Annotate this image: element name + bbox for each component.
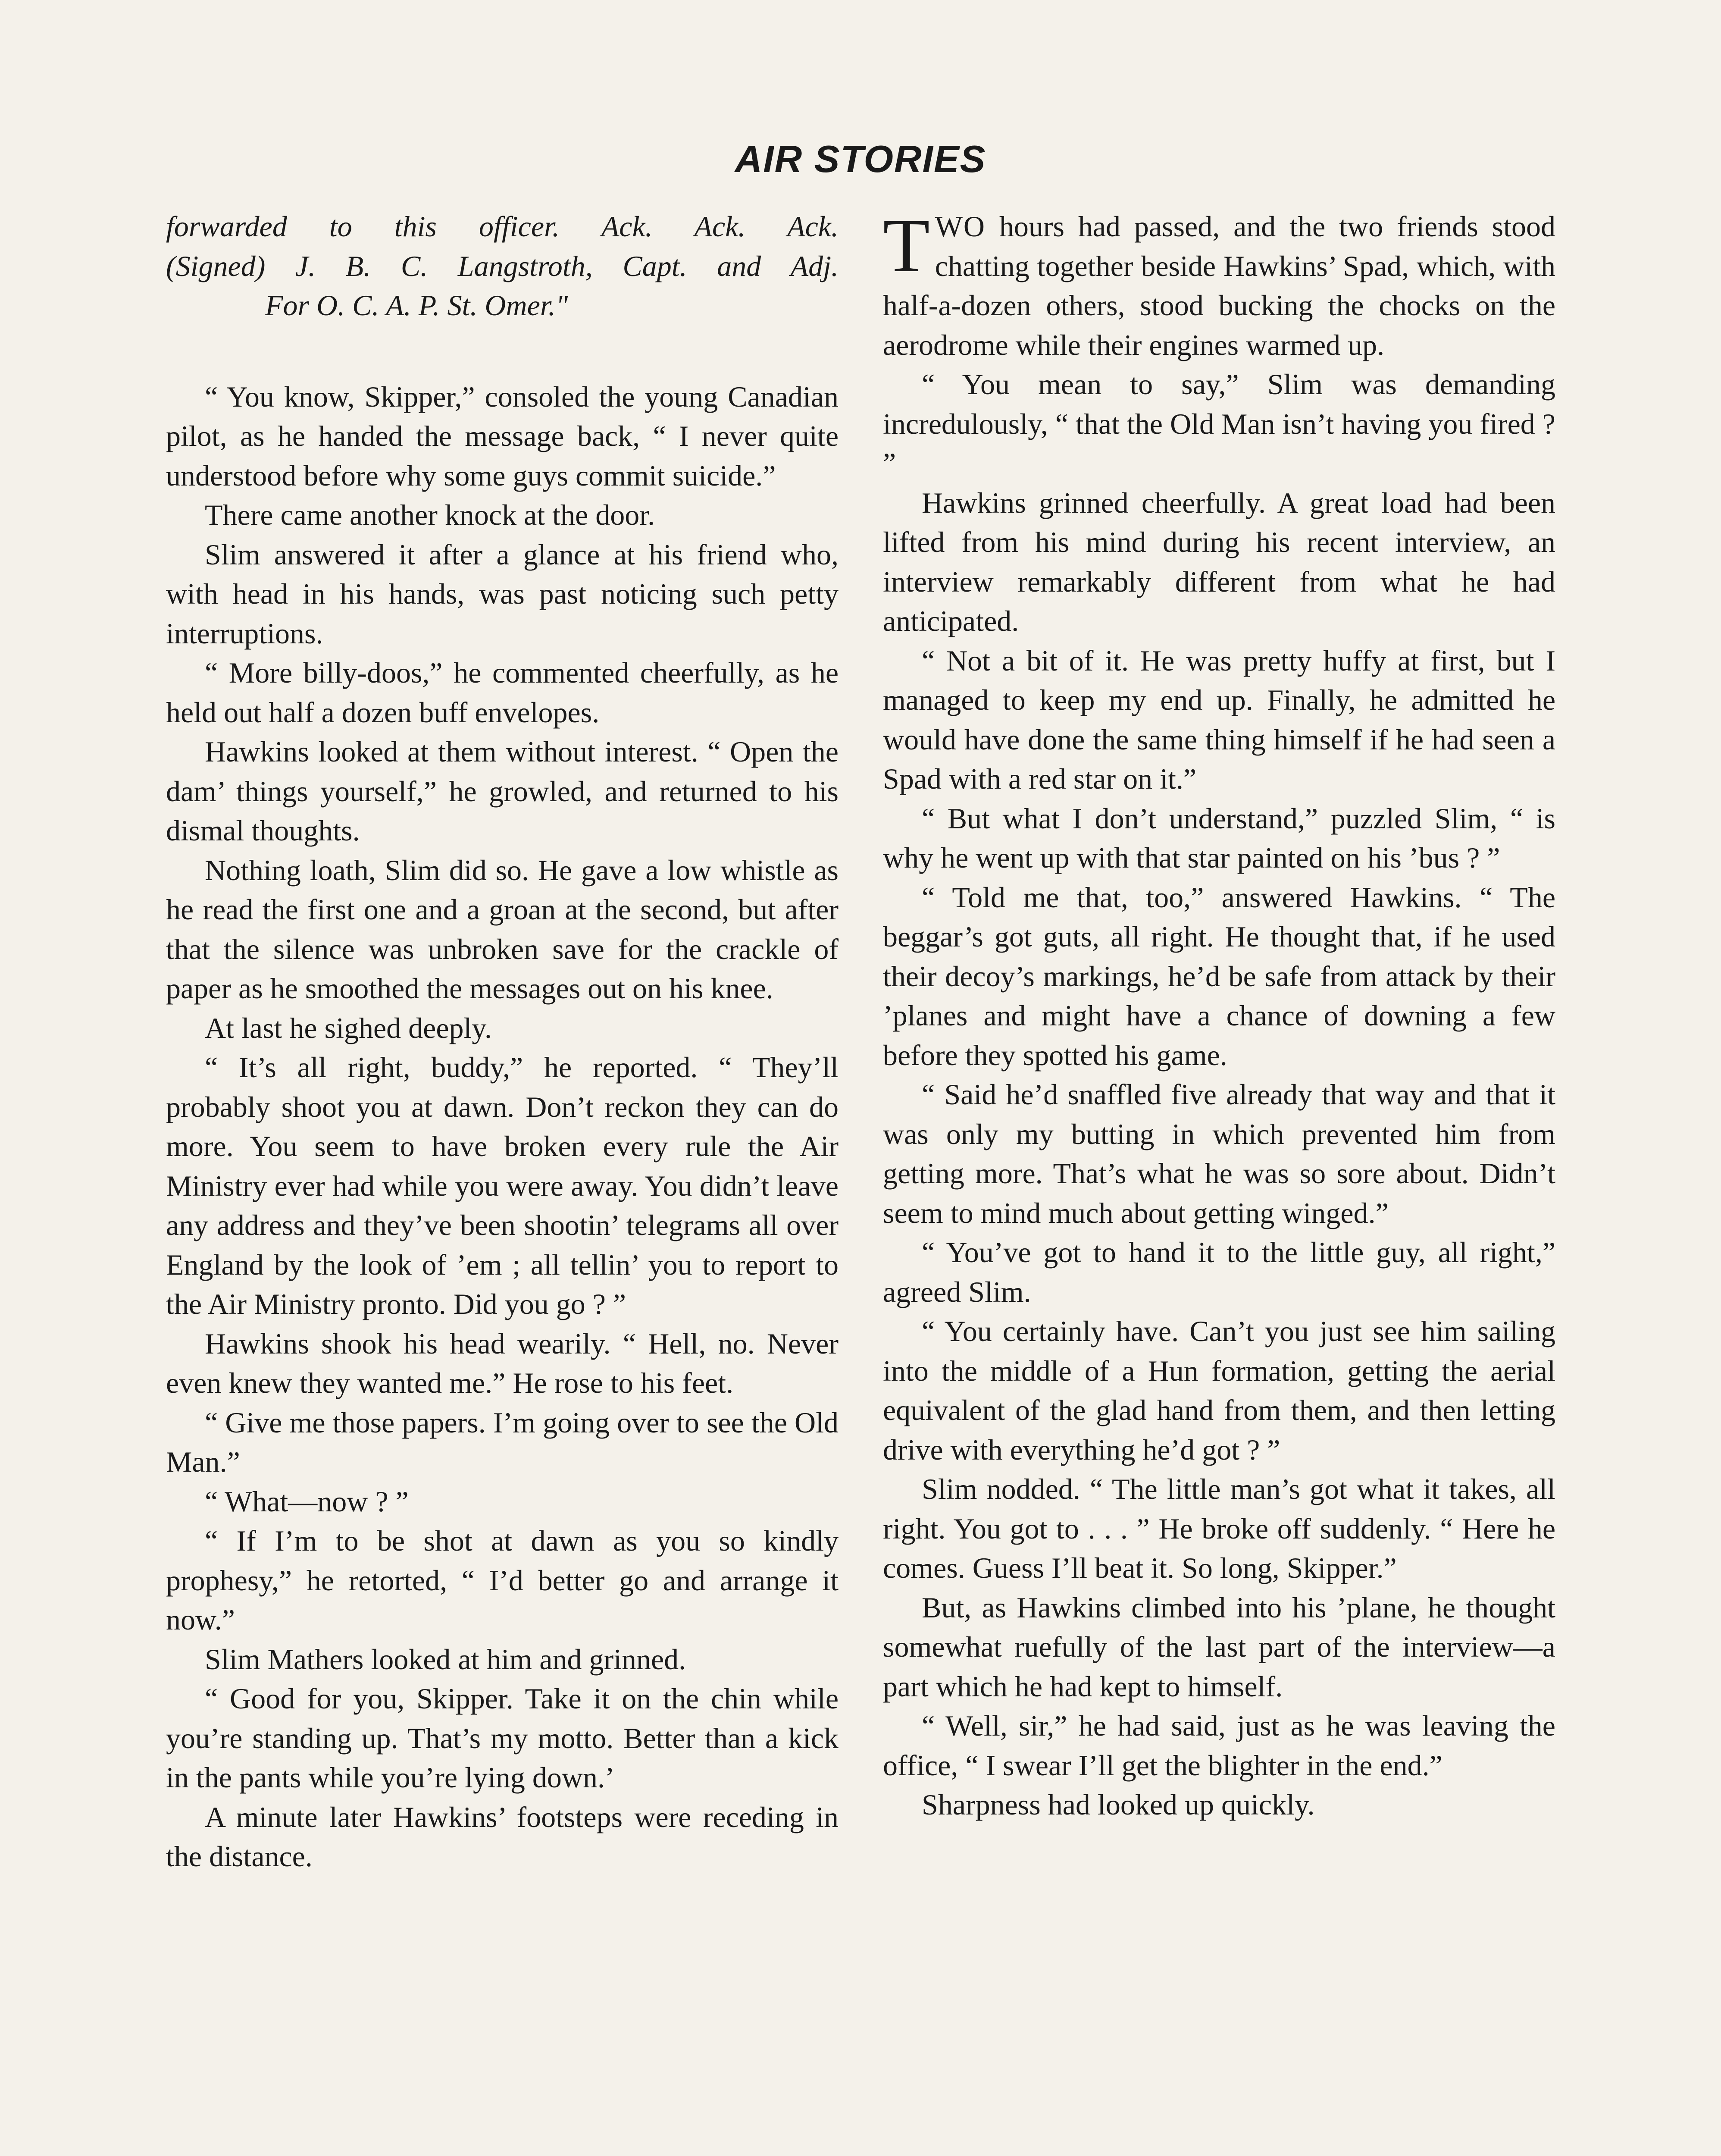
paragraph: Sharpness had looked up quickly. [922, 1788, 1315, 1821]
paragraph: Slim nodded. “ The little man’s got what it takes, all right. You got to . . . ” He broke off suddenly. “ Here he comes. Guess I’ll beat it. So long, Skipper.” [883, 1473, 1555, 1584]
paragraph: There came another knock at the door. [205, 498, 655, 531]
paragraph: “ If I’m to be shot at dawn as you so kindly prophesy,” he retorted, “ I’d better go and arrange it now.” [166, 1524, 839, 1636]
memo-block [166, 207, 839, 326]
paragraph: Hawkins shook his head wearily. “ Hell, no. Never even knew they wanted me.” He rose to his feet. [166, 1327, 839, 1399]
memo-line-3: For O. C. A. P. St. Omer." [265, 289, 568, 322]
paragraph: “ Well, sir,” he had said, just as he was leaving the office, “ I swear I’ll get the blighter in the end.” [883, 1709, 1555, 1782]
memo-spacer [166, 326, 839, 377]
paragraph: “ You know, Skipper,” consoled the young Canadian pilot, as he handed the message back, “ I never quite understood before why some guys commit suicide.” [166, 380, 839, 492]
paragraph: At last he sighed deeply. [205, 1011, 492, 1044]
paragraph: A minute later Hawkins’ footsteps were receding in the distance. [166, 1800, 839, 1873]
paragraph: “ It’s all right, buddy,” he reported. “ They’ll probably shoot you at dawn. Don’t reckon they can do more. You seem to have broken every rule the Air Ministry ever had while you were away. You didn’t leave any address and they’ve been shootin’ telegrams all over England by the look of ’em ; all tellin’ you to report to the Air Ministry pronto. Did you go ? ” [166, 1051, 839, 1320]
small-caps-lead: WO [935, 210, 986, 243]
paragraph: “ Not a bit of it. He was pretty huffy at first, but I managed to keep my end up. Finally, he admitted he would have done the same thing himself if he had seen a Spad with a red star on it.” [883, 644, 1555, 795]
paragraph: “ Told me that, too,” answered Hawkins. “ The beggar’s got guts, all right. He thought that, if he used their decoy’s markings, he’d be safe from attack by their ’planes and might have a chance of downing a few before they spotted his game. [883, 881, 1555, 1072]
drop-cap: T [883, 203, 930, 288]
paragraph: “ But what I don’t understand,” puzzled Slim, “ is why he went up with that star painted on his ’bus ? ” [883, 802, 1555, 874]
paragraph: “ What—now ? ” [205, 1485, 409, 1518]
paragraph: “ You certainly have. Can’t you just see him sailing into the middle of a Hun formation, getting the aerial equivalent of the glad hand from them, and then letting drive with everything he’d got ? ” [883, 1315, 1555, 1466]
right-column [883, 203, 1555, 1825]
paragraph: Slim Mathers looked at him and grinned. [205, 1642, 686, 1676]
paragraph: “ You’ve got to hand it to the little guy, all right,” agreed Slim. [883, 1236, 1555, 1308]
paragraph: “ More billy-doos,” he commented cheerfully, as he held out half a dozen buff envelopes. [166, 656, 839, 729]
paragraph: Slim answered it after a glance at his friend who, with head in his hands, was past noticing such petty interruptions. [166, 538, 839, 650]
memo-line-2: (Signed) J. B. C. Langstroth, Capt. and Adj. [166, 249, 839, 282]
paragraph: Nothing loath, Slim did so. He gave a low whistle as he read the first one and a groan at the second, but after that the silence was unbroken save for the crackle of paper as he smoothed the messages out on his knee. [166, 853, 839, 1005]
paragraph: “ Give me those papers. I’m going over to see the Old Man.” [166, 1406, 839, 1478]
paragraph: “ Said he’d snaffled five already that way and that it was only my butting in which prevented him from getting more. That’s what he was so sore about. Didn’t seem to mind much about getting winged.” [883, 1078, 1555, 1229]
opening-text: hours had passed, and the two friends stood chatting together beside Hawkins’ Spad, which, with half-a-dozen others, stood bucking the chocks on the aerodrome while their engines warmed up. [883, 210, 1555, 361]
paragraph: But, as Hawkins climbed into his ’plane, he thought somewhat ruefully of the last part of the interview—a part which he had kept to himself. [883, 1591, 1555, 1703]
running-header: AIR STORIES [735, 138, 986, 180]
left-column [166, 207, 839, 1877]
paragraph: Hawkins looked at them without interest. “ Open the dam’ things yourself,” he growled, and returned to his dismal thoughts. [166, 735, 839, 847]
paragraph: “ Good for you, Skipper. Take it on the chin while you’re standing up. That’s my motto. Better than a kick in the pants while you’re lying down.’ [166, 1682, 839, 1794]
paragraph: “ You mean to say,” Slim was demanding incredulously, “ that the Old Man isn’t having you fired ? ” [883, 368, 1555, 479]
opening-paragraph [883, 203, 1555, 365]
memo-line-1: forwarded to this officer. Ack. Ack. Ack. [166, 210, 839, 243]
paragraph: Hawkins grinned cheerfully. A great load had been lifted from his mind during his recent interview, an interview remarkably different from what he had anticipated. [883, 486, 1555, 637]
